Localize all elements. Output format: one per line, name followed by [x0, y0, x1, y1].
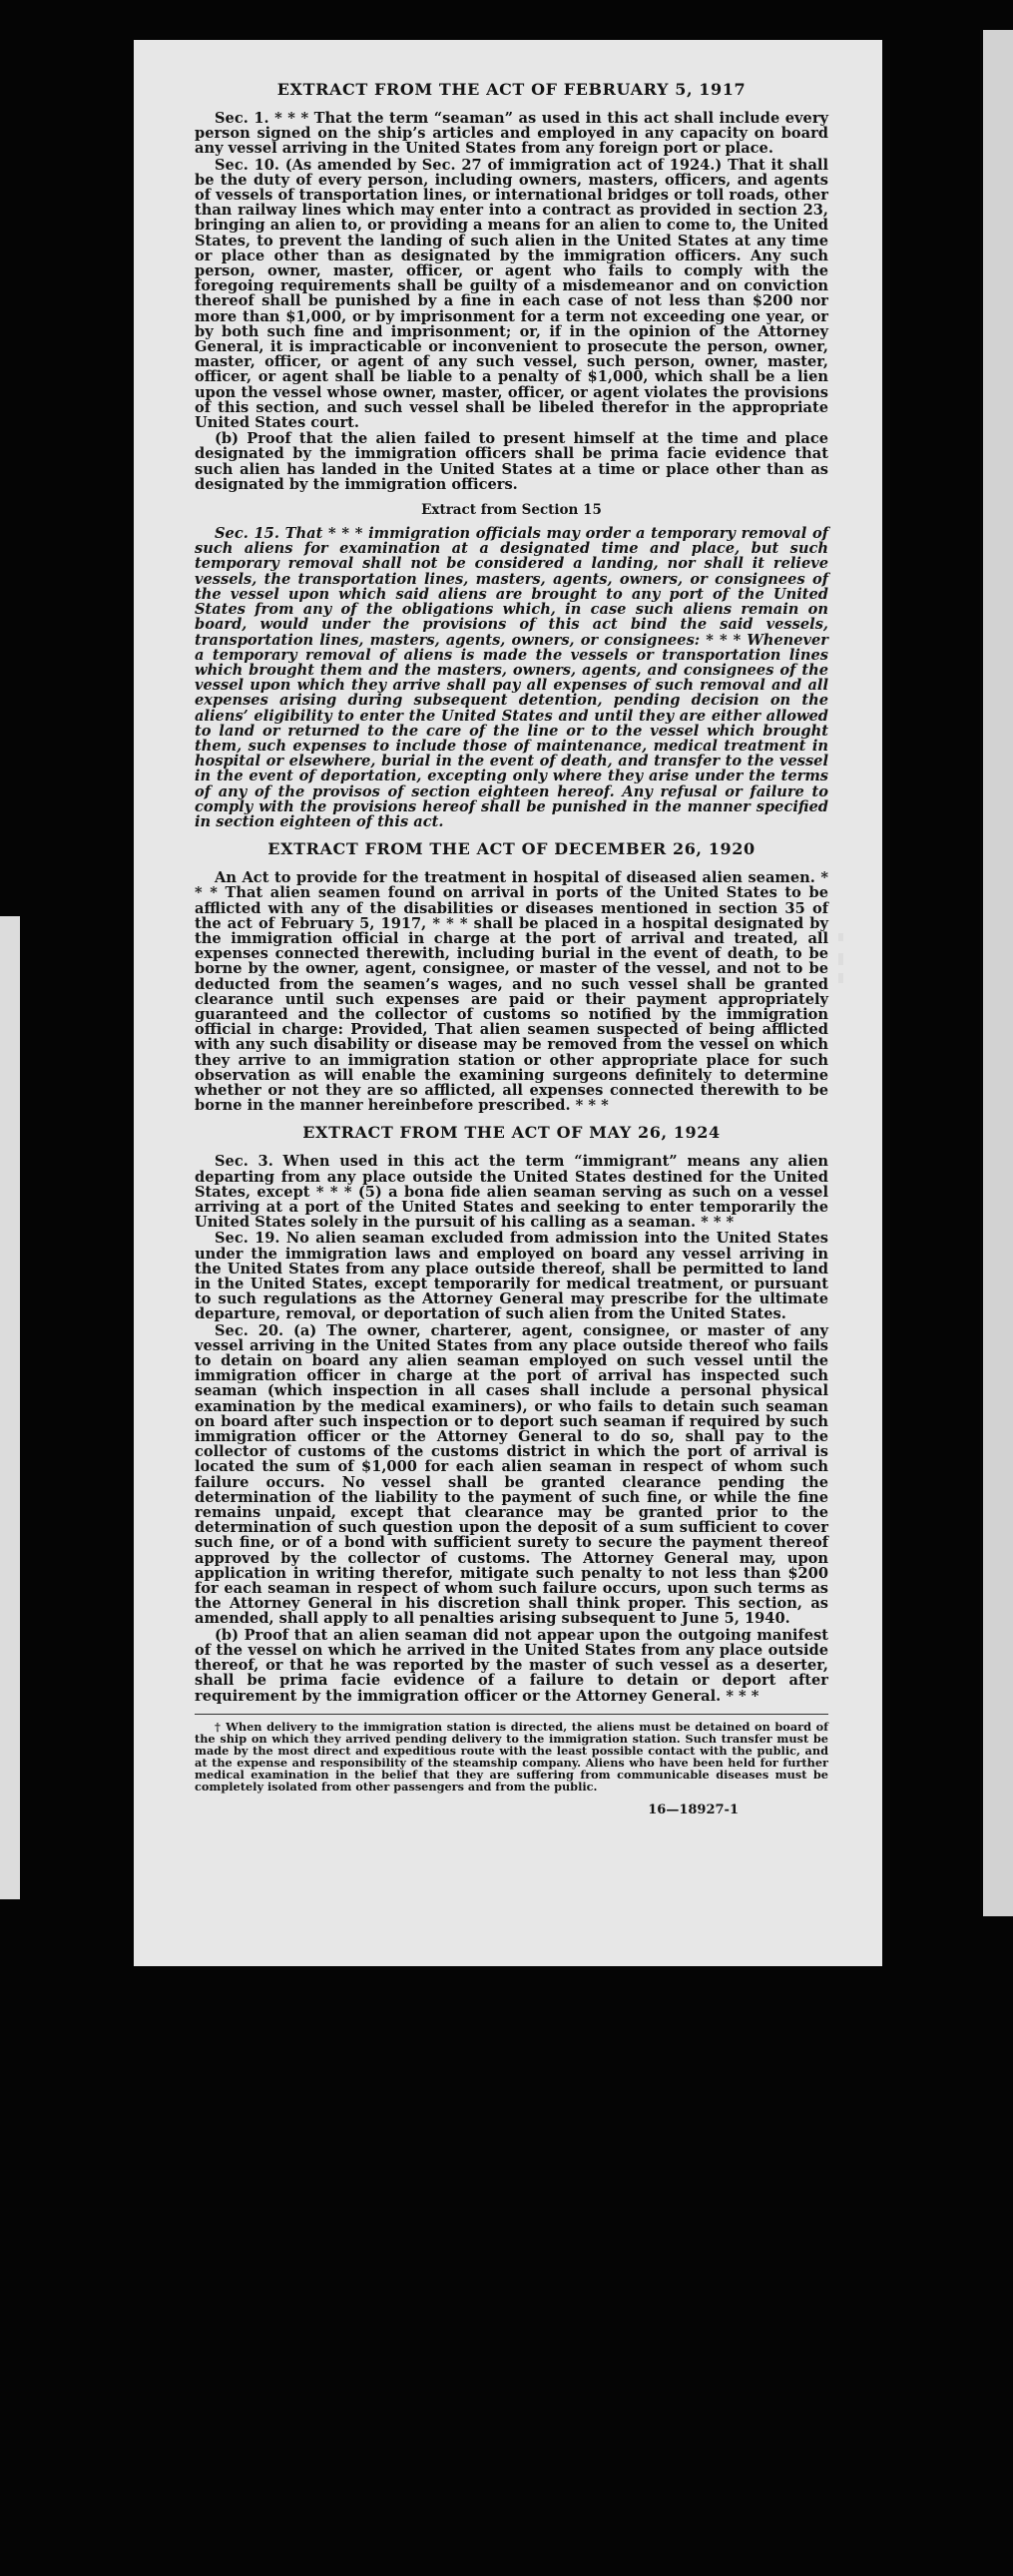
act-1924-section: [195, 1123, 828, 1703]
sec-15-paragraph: Sec. 15. That * * * immigration officials may order a temporary removal of such aliens for examination at a designated time and place, but such temporary removal shall not be considered a landing, nor shall it relieve vessels, the transportation lines, masters, agents, owners, or consignees of the vessel upon which said aliens are brought to any port of the United States from any of the obligations which, in case such aliens remain on board, would under the provisions of this act bind the said vessels, transportation lines, masters, agents, owners, or consignees: * * * Whenever a temporary removal of aliens is made the vessels or transportation lines which brought them and the masters, owners, agents, and consignees of the vessel upon which they arrive shall pay all expenses of such removal and all expenses arising during subsequent detention, pending decision on the aliens’ eligibility to enter the United States and until they are either allowed to land or returned to the care of the line or to the vessel which brought them, such expenses to include those of maintenance, medical treatment in hospital or elsewhere, burial in the event of death, and transfer to the vessel in the event of deportation, excepting only where they arise under the terms of any of the provisos of section eighteen hereof. Any refusal or failure to comply with the provisions hereof shall be punished in the manner specified in section eighteen of this act.: [195, 525, 828, 830]
footnote: [195, 1714, 828, 1793]
act-1924-heading: EXTRACT FROM THE ACT OF MAY 26, 1924: [302, 1123, 721, 1143]
adjacent-page-left-edge: [0, 916, 20, 1899]
document-page: [134, 40, 882, 1966]
sec-20-a-paragraph: Sec. 20. (a) The owner, charterer, agent, consignee, or master of any vessel arriving in the United States from any place outside thereof who fails to detain on board any alien seaman employed on such vessel until the immigration officer in charge at the port of arrival has inspected such seaman (which inspection in all cases shall include a personal physical examination by the medical examiners), or who fails to detain such seaman on board after such inspection or to deport such seaman if required by such immigration officer or the Attorney General to do so, shall pay to the collector of customs of the customs district in which the port of arrival is located the sum of $1,000 for each alien seaman in respect of whom such failure occurs. No vessel shall be granted clearance pending the determination of the liability to the payment of such fine, or while the fine remains unpaid, except that clearance may be granted prior to the determination of such question upon the deposit of a sum sufficient to cover such fine, or of a bond with sufficient surety to secure the payment thereof approved by the collector of customs. The Attorney General may, upon application in writing therefor, mitigate such penalty to not less than $200 for each seaman in respect of whom such failure occurs, upon such terms as the Attorney General in his discretion shall think proper. This section, as amended, shall apply to all penalties arising subsequent to June 5, 1940.: [195, 1321, 828, 1628]
sec-3-paragraph: Sec. 3. When used in this act the term “immigrant” means any alien departing from any place outside the United States destined for the United States, except * * * (5) a bona fide alien seaman serving as such on a vessel arriving at a port of the United States and seeking to enter temporarily the United States solely in the pursuit of his calling as a seaman. * * *: [195, 1153, 828, 1232]
document-content: [195, 80, 828, 1817]
scan-marks: [838, 933, 850, 1003]
sec-20-b-paragraph: (b) Proof that an alien seaman did not appear upon the outgoing manifest of the vessel on which he arrived in the United States from any place outside thereof, or that he was reported by the master of such vessel as a deserter, shall be prima facie evidence of a failure to detain or deport after requirement by the immigration officer or the Attorney General. * * *: [195, 1626, 828, 1705]
act-1917-section: [195, 80, 828, 492]
section-15-extract: [195, 502, 828, 829]
act-1917-heading: EXTRACT FROM THE ACT OF FEBRUARY 5, 1917: [276, 80, 747, 99]
act-1920-section: [195, 839, 828, 1113]
sec-10-b-paragraph: (b) Proof that the alien failed to present himself at the time and place designated by the immigration officers shall be prima facie evidence that such alien has landed in the United States at a time or place other than as designated by the immigration officers.: [195, 430, 828, 493]
act-1920-paragraph: An Act to provide for the treatment in hospital of diseased alien seamen. * * * That alien seamen found on arrival in ports of the United States to be afflicted with any of the disabilities or diseases mentioned in section 35 of the act of February 5, 1917, * * * shall be placed in a hospital designated by the immigration official in charge at the port of arrival and treated, all expenses connected therewith, including burial in the event of death, to be borne by the owner, agent, consignee, or master of the vessel, and not to be deducted from the seamen’s wages, and no such vessel shall be granted clearance until such expenses are paid or their payment appropriately guaranteed and the collector of customs so notified by the immigration official in charge: Provided, That alien seamen suspected of being afflicted with any such disability or disease may be removed from the vessel on which they arrive to an immigration station or other appropriate place for such observation as will enable the examining surgeons definitely to determine whether or not they are so afflicted, all expenses connected therewith to be borne in the manner hereinbefore prescribed. * * *: [195, 869, 828, 1115]
sec-19-paragraph: Sec. 19. No alien seaman excluded from admission into the United States under the immigration laws and employed on board any vessel arriving in the United States from any place outside thereof, shall be permitted to land in the United States, except temporarily for medical treatment, or pursuant to such regulations as the Attorney General may prescribe for the ultimate departure, removal, or deportation of such alien from the United States.: [195, 1230, 828, 1323]
sec-10-paragraph: Sec. 10. (As amended by Sec. 27 of immigration act of 1924.) That it shall be the duty of every person, including owners, masters, officers, and agents of vessels of transportation lines, or international bridges or toll roads, other than railway lines which may enter into a contract as provided in section 23, bringing an alien to, or providing a means for an alien to come to, the United States, to prevent the landing of such alien in the United States at any time or place other than as designated by the immigration officers. Any such person, owner, master, officer, or agent who fails to comply with the foregoing requirements shall be guilty of a misdemeanor and on conviction thereof shall be punished by a fine in each case of not less than $200 nor more than $1,000, or by imprisonment for a term not exceeding one year, or by both such fine and imprisonment; or, if in the opinion of the Attorney General, it is impracticable or inconvenient to prosecute the person, owner, master, officer, or agent of any such vessel, such person, owner, master, officer, or agent shall be liable to a penalty of $1,000, which shall be a lien upon the vessel whose owner, master, officer, or agent violates the provisions of this section, and such vessel shall be libeled therefor in the appropriate United States court.: [195, 156, 828, 432]
act-1920-heading: EXTRACT FROM THE ACT OF DECEMBER 26, 1920: [267, 839, 756, 859]
adjacent-page-right-edge: [983, 30, 1013, 1916]
sec-1-paragraph: Sec. 1. * * * That the term “seaman” as used in this act shall include every person signed on the ship’s articles and employed in any capacity on board any vessel arriving in the United States from any foreign port or place.: [195, 110, 828, 158]
section-15-heading: Extract from Section 15: [421, 502, 602, 519]
footnote-text: † When delivery to the immigration station is directed, the aliens must be detained on board of the ship on which they arrived pending delivery to the immigration station. Such transfer must be made by the most direct and expeditious route with the least possible contact with the public, and at the expense and responsibility of the steamship company. Aliens who have been held for further medical examination in the belief that they are suffering from communicable diseases must be completely isolated from other passengers and from the public.: [195, 1719, 828, 1794]
form-number: 16—18927-1: [648, 1802, 739, 1817]
